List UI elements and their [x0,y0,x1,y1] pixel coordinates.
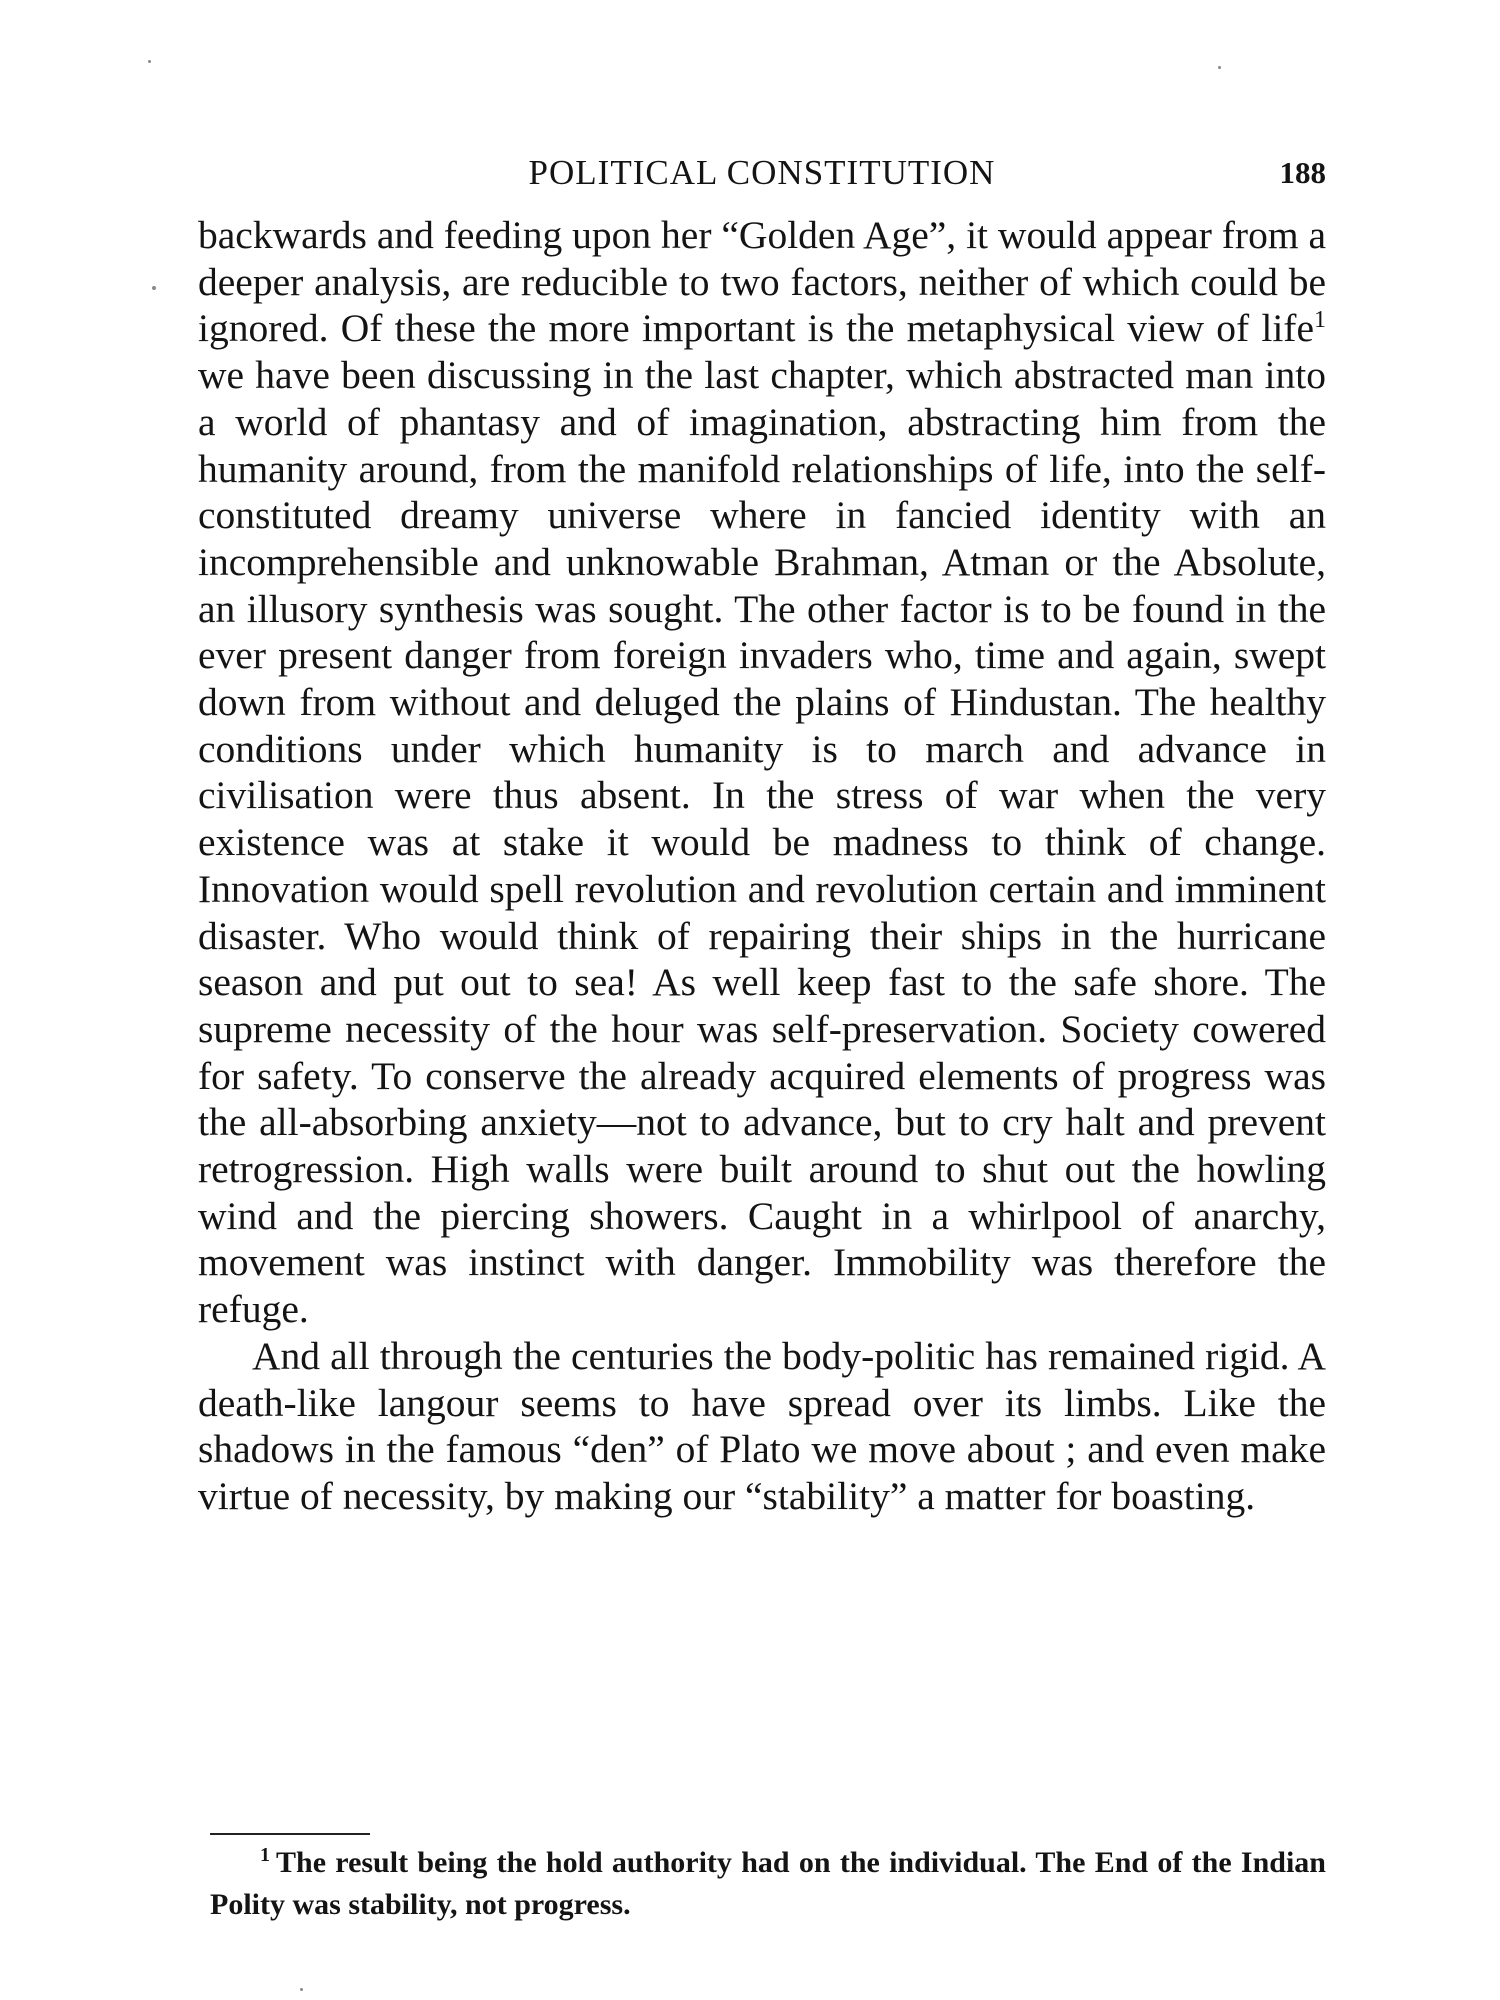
page-number: 188 [1279,155,1326,190]
paragraph-2: And all through the centuries the body-politic has remained rigid. A death-like langour seems to have spread over its limbs. Like the shadows in the famous “den” of Plato we move about ; and even make virtue of necessity, by making our “stability” a matter for boasting. [198,1333,1326,1518]
scan-speck [300,1988,303,1991]
body-text [198,212,1326,1520]
running-head [198,148,1326,198]
scan-speck [152,286,156,290]
footnote-text: The result being the hold authority had on the individual. The End of the Indian Polity was stability, not progress. [210,1846,1326,1921]
scan-speck [148,60,151,63]
footnote-reference: 1 [1314,307,1326,334]
footnote-marker: 1 [260,1844,270,1866]
paragraph-1-text-b: we have been discussing in the last chapter, which abstracted man into a world of phantasy and of imagination, abstracting him from the humanity around, from the manifold relationships of life, into the self-constituted dreamy universe where in fancied identity with an incomprehensible and unknowable Brahman, Atman or the Absolute, an illusory synthesis was sought. The other factor is to be found in the ever present danger from foreign invaders who, time and again, swept down from without and deluged the plains of Hindustan. The healthy conditions under which humanity is to march and advance in civilisation were thus absent. In the stress of war when the very existence was at stake it would be madness to think of change. Innovation would spell revolution and revolution certain and imminent disaster. Who would think of repairing their ships in the hurricane season and put out to sea! As well keep fast to the safe shore. The supreme necessity of the hour was self-preservation. Society cowered for safety. To conserve the already acquired elements of progress was the all-absorbing anxiety—not to advance, but to cry halt and prevent retrogression. High walls were built around to shut out the howling wind and the piercing showers. Caught in a whirlpool of anarchy, movement was instinct with danger. Immobility was therefore the refuge. [198,353,1326,1332]
footnote [210,1842,1326,1926]
footnote-rule [210,1833,370,1835]
running-title: POLITICAL CONSTITUTION [528,153,996,192]
paragraph-1 [198,212,1326,1333]
paragraph-1-text-a: backwards and feeding upon her “Golden Age”, it would appear from a deeper analysis, are reducible to two factors, neither of which could be ignored. Of these the more important is the metaphysical view of life [198,213,1326,351]
scan-speck [1218,66,1221,69]
